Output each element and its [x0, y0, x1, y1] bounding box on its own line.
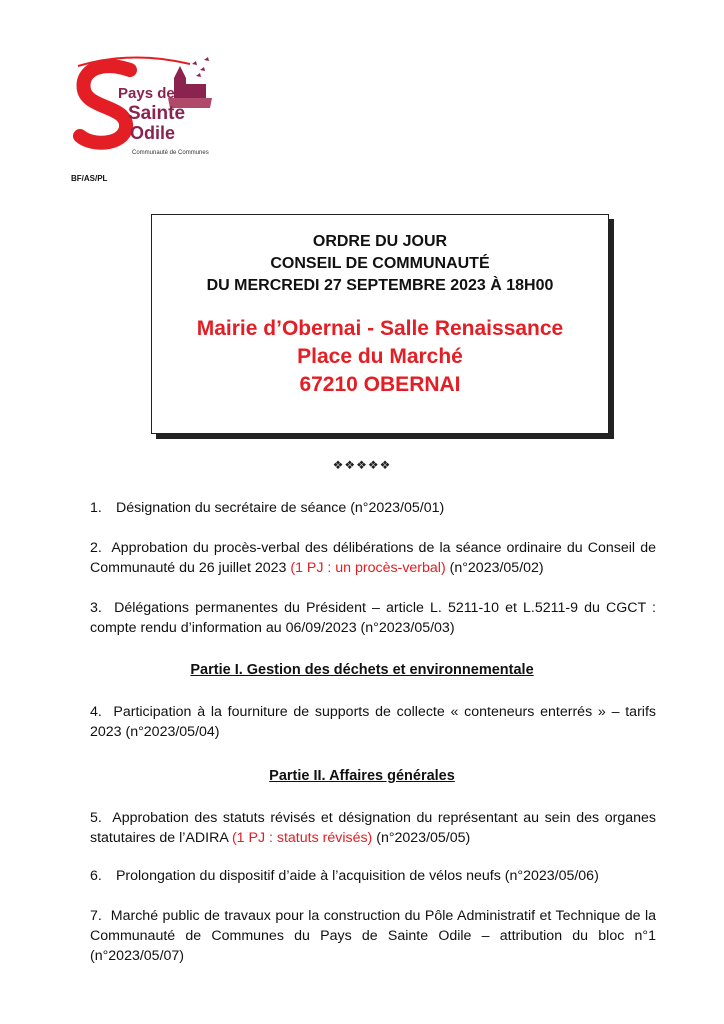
- venue-name: Mairie d’Obernai - Salle Renaissance: [196, 317, 564, 340]
- attachment-note: (1 PJ : statuts révisés): [231, 830, 373, 846]
- header-date: DU MERCREDI 27 SEPTEMBRE 2023 À 18H00: [206, 277, 554, 294]
- item-text: Délégations permanentes du Président – article L. 5211-10 et L.5211-9 du CGCT : compte rendu d’information au 06/09/2023 (n°2023/05/03): [90, 600, 656, 636]
- section-heading-part1: Partie I. Gestion des déchets et environnementale: [190, 662, 534, 678]
- item-reference: (n°2023/05/05): [372, 830, 471, 846]
- section-heading-part2: Partie II. Affaires générales: [269, 768, 455, 784]
- item-number: 2.: [90, 540, 102, 556]
- header-title: ORDRE DU JOUR: [312, 233, 448, 250]
- attachment-note: (1 PJ : un procès-verbal): [290, 560, 446, 576]
- item-number: 1.: [90, 500, 102, 516]
- document-reference: BF/AS/PL: [71, 174, 108, 183]
- item-text: Participation à la fourniture de supports de collecte « conteneurs enterrés » – tarifs 2023 (n°2023/05/04): [90, 704, 656, 740]
- logo-text-odile: Odile: [130, 123, 176, 143]
- logo-text-pays: Pays de: [118, 85, 175, 102]
- item-number: 4.: [90, 704, 102, 720]
- venue-street: Place du Marché: [297, 345, 463, 368]
- item-text: Désignation du secrétaire de séance (n°2023/05/01): [115, 500, 445, 516]
- header-box: [151, 214, 609, 434]
- item-text: Approbation du procès-verbal des délibérations de la séance ordinaire du Conseil de Communauté du 26 juillet 2023: [90, 540, 656, 576]
- logo-text-sainte: Sainte: [128, 103, 186, 124]
- item-number: 6.: [90, 868, 102, 884]
- separator-ornament: ❖❖❖❖❖: [332, 458, 392, 472]
- item-number: 5.: [90, 810, 102, 826]
- item-text: Approbation des statuts révisés et désignation du représentant au sein des organes statutaires de l’ADIRA: [90, 810, 656, 846]
- item-number: 7.: [90, 908, 102, 924]
- agenda-item-3: [90, 598, 656, 638]
- agenda-item-6: [90, 866, 656, 886]
- item-text: Prolongation du dispositif d’aide à l’acquisition de vélos neufs (n°2023/05/06): [115, 868, 599, 884]
- venue-city: 67210 OBERNAI: [299, 373, 461, 396]
- item-number: 3.: [90, 600, 102, 616]
- organization-logo: [72, 52, 222, 162]
- agenda-item-1: [90, 498, 656, 518]
- agenda-item-2: [90, 538, 656, 578]
- agenda-item-7: [90, 906, 656, 966]
- logo-text-subtitle: Communauté de Communes: [132, 150, 209, 156]
- item-reference: (n°2023/05/02): [445, 560, 544, 576]
- agenda-item-5: [90, 808, 656, 848]
- agenda-item-4: [90, 702, 656, 742]
- item-text: Marché public de travaux pour la construction du Pôle Administratif et Technique de la Communauté de Communes du Pays de Sainte Odile – attribution du bloc n°1 (n°2023/05/07): [90, 908, 656, 964]
- header-council: CONSEIL DE COMMUNAUTÉ: [270, 255, 490, 272]
